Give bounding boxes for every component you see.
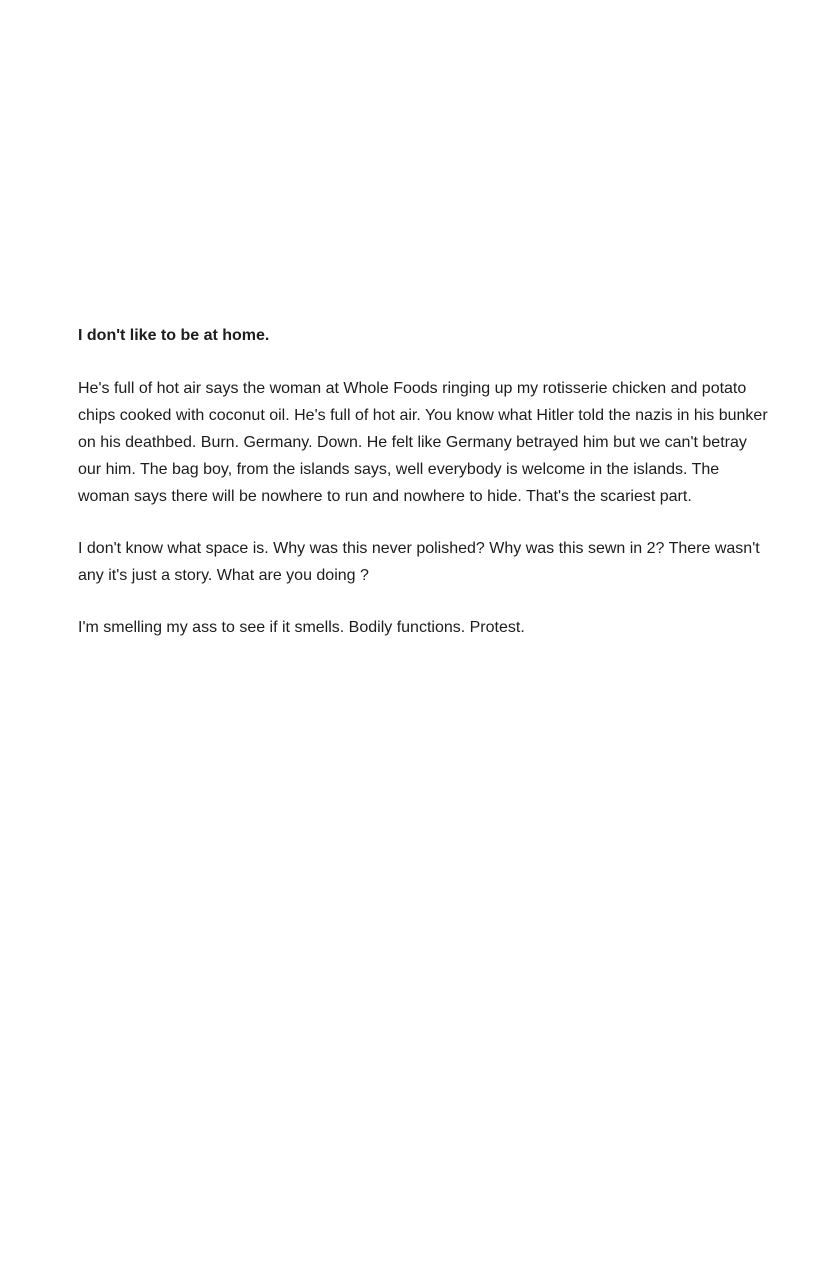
post-title: I don't like to be at home. xyxy=(78,327,270,344)
post-paragraph-3: I'm smelling my ass to see if it smells. Bodily functions. Protest. xyxy=(78,619,525,636)
post-body xyxy=(78,322,768,641)
post-paragraph-1: He's full of hot air says the woman at Whole Foods ringing up my rotisserie chicken and potato chips cooked with coconut oil. He's full of hot air. You know what Hitler told the nazis in his bunker on his deathbed. Burn. Germany. Down. He felt like Germany betrayed him but we can't betray our him. The bag boy, from the islands says, well everybody is welcome in the islands. The woman says there will be nowhere to run and nowhere to hide. That's the scariest part. xyxy=(78,380,768,505)
post-paragraph-2: I don't know what space is. Why was this never polished? Why was this sewn in 2? There wasn't any it's just a story. What are you doing ? xyxy=(78,540,760,584)
